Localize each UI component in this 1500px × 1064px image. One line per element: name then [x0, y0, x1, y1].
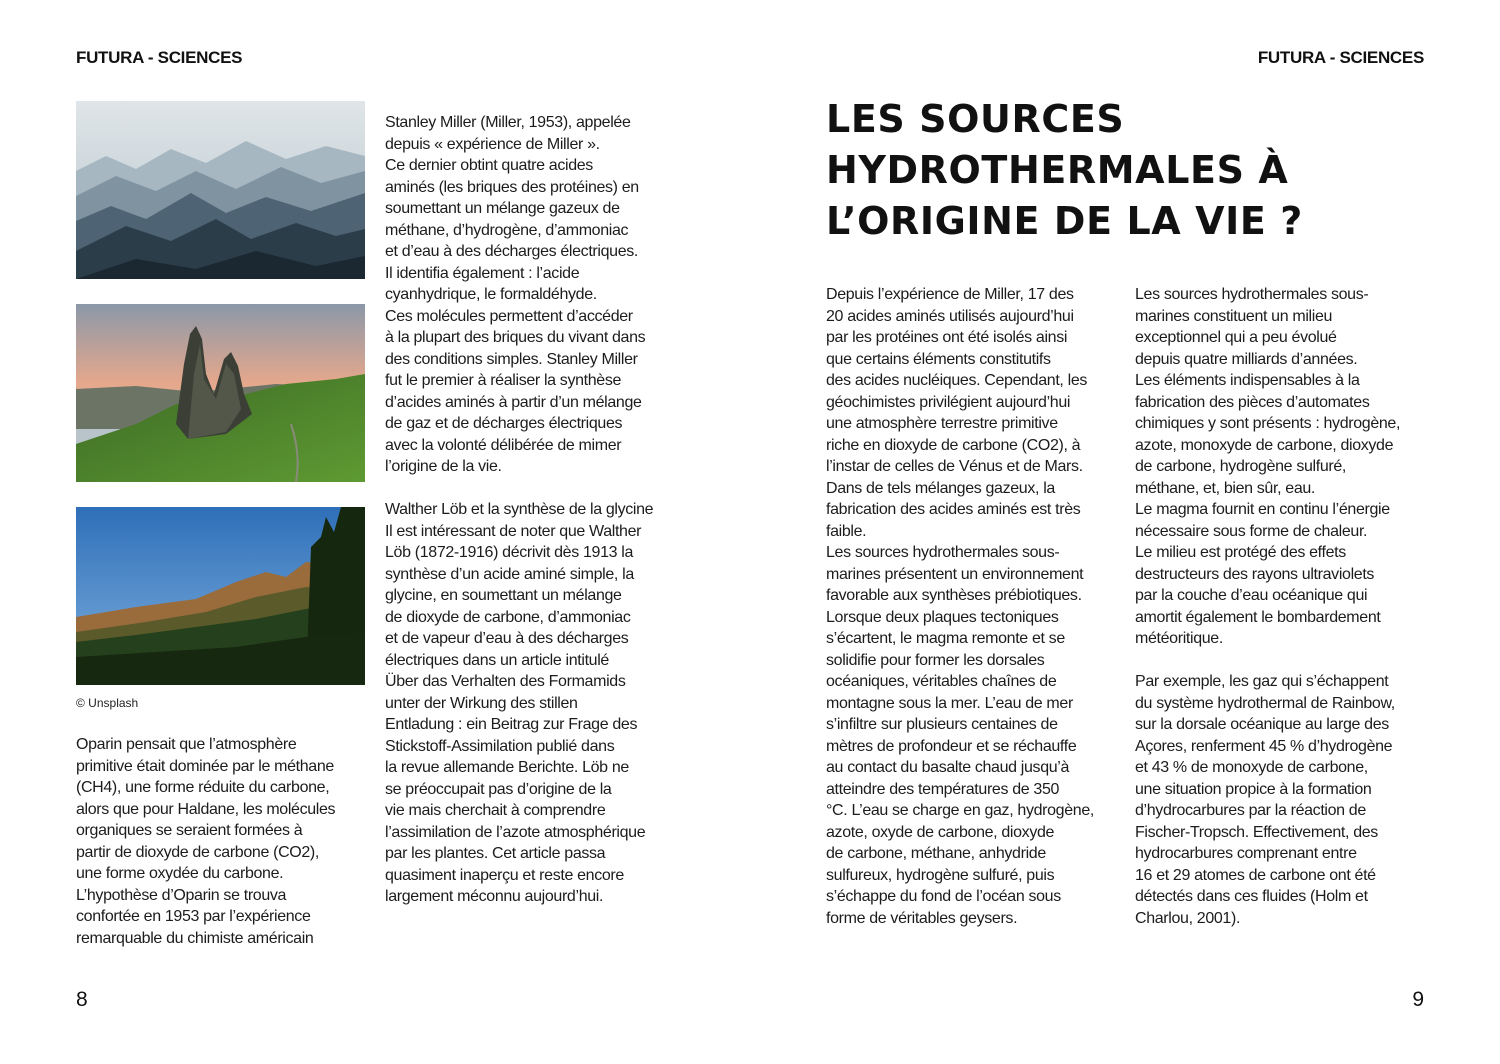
- body-text-column: Stanley Miller (Miller, 1953), appelée depuis « expérience de Miller ». Ce dernier obtint quatre acides aminés (les briques des protéines) en soumettant un mélange gazeux de méthane, d’hydrogène, d’ammoniac et d’eau à des décharges électriques. Il identifia également : l’acide cyanhydrique, le formaldéhyde. Ces molécules permettent d’accéder à la plupart des briques du vivant dans des conditions simples. Stanley Miller fut le premier à réaliser la synthèse d’acides aminés à partir d’un mélange de gaz et de décharges électriques avec la volonté délibérée de mimer l’origine de la vie. Walther Löb et la synthèse de la glycine Il est intéressant de noter que Walther Löb (1872-1916) décrivit dès 1913 la synthèse d’un acide aminé simple, la glycine, en soumettant un mélange de dioxyde de carbone, d’ammoniac et de vapeur d’eau à des décharges électriques dans un article intitulé Über das Verhalten des Formamids unter der Wirkung des stillen Entladung : ein Beitrag zur Frage des Stickstoff-Assimilation publié dans la revue allemande Berichte. Löb ne se préoccupait pas d’origine de la vie mais cherchait à comprendre l’assimilation de l’azote atmosphérique par les plantes. Cet article passa quasiment inaperçu et reste encore largement méconnu aujourd’hui.: [385, 114, 654, 905]
- page-number-right: 9: [1412, 988, 1424, 1011]
- mountain-ridges-photo: [76, 101, 365, 279]
- photo-credit: © Unsplash: [76, 696, 139, 710]
- running-head-left: FUTURA - SCIENCES: [76, 48, 243, 67]
- rock-pinnacles-sunset-photo: [76, 304, 365, 482]
- running-head-right: FUTURA - SCIENCES: [1257, 48, 1424, 67]
- right-page: [750, 0, 1500, 1064]
- body-text-column: Les sources hydrothermales sous- marines constituent un milieu exceptionnel qui a peu évolué depuis quatre milliards d’années. Les éléments indispensables à la fabrication des pièces d’automates chimiques y sont présents : hydrogène, azote, monoxyde de carbone, dioxyde de carbone, hydrogène sulfuré, méthane, et, bien sûr, eau. Le magma fournit en continu l’énergie nécessaire sous forme de chaleur. Le milieu est protégé des effets destructeurs des rayons ultraviolets par la couche d’eau océanique qui amortit également le bombardement météoritique. Par exemple, les gaz qui s’échappent du système hydrothermal de Rainbow, sur la dorsale océanique au large des Açores, renferment 45 % d’hydrogène et 43 % de monoxyde de carbone, une situation propice à la formation d’hydrocarbures par la réaction de Fischer-Tropsch. Effectivement, des hydrocarbures comprenant entre 16 et 29 atomes de carbone ont été détectés dans ces fluides (Holm et Charlou, 2001).: [1135, 286, 1401, 927]
- page-number-left: 8: [76, 988, 88, 1011]
- body-text-column: Oparin pensait que l’atmosphère primitive était dominée par le méthane (CH4), une forme réduite du carbone, alors que pour Haldane, les molécules organiques se seraient formées à partir de dioxyde de carbone (CO2), une forme oxydée du carbone. L’hypothèse d’Oparin se trouva confortée en 1953 par l’expérience remarquable du chimiste américain: [76, 736, 336, 947]
- body-text-column: Depuis l’expérience de Miller, 17 des 20 acides aminés utilisés aujourd’hui par les protéines ont été isolés ainsi que certains éléments constitutifs des acides nucléiques. Cependant, les géochimistes privilégient aujourd’hui une atmosphère terrestre primitive riche en dioxyde de carbone (CO2), à l’instar de celles de Vénus et de Mars. Dans de tels mélanges gazeux, la fabrication des acides aminés est très faible. Les sources hydrothermales sous- marines présentent un environnement favorable aux synthèses prébiotiques. Lorsque deux plaques tectoniques s’écartent, le magma remonte et se solidifie pour former les dorsales océaniques, véritables chaînes de montagne sous la mer. L’eau de mer s’infiltre sur plusieurs centaines de mètres de profondeur et se réchauffe au contact du basalte chaud jusqu’à atteindre des températures de 350 °C. L’eau se charge en gaz, hydrogène, azote, oxyde de carbone, dioxyde de carbone, méthane, anhydride sulfureux, hydrogène sulfuré, puis s’échappe du fond de l’océan sous forme de véritables geysers.: [826, 286, 1094, 927]
- article-headline: LES SOURCES HYDROTHERMALES À L’ORIGINE DE LA VIE ?: [826, 97, 1303, 243]
- forested-mountain-photo: [76, 507, 365, 685]
